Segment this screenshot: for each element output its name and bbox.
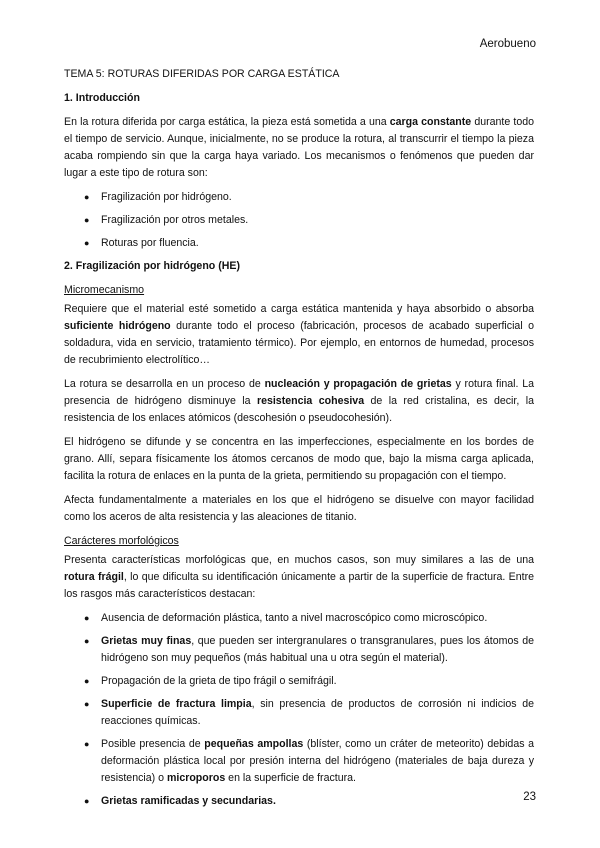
list-item: ● Posible presencia de pequeñas ampollas (blíster, como un cráter de meteorito) debidas a deformación plástica local por presión interna del hidrógeno (materiales de baja dureza y resistencia) o microporos en la superficie de fractura. (84, 738, 534, 784)
subheading-caracteres: Carácteres morfológicos (64, 535, 179, 547)
bullet-icon: ● (84, 739, 90, 749)
list-item: ● Roturas por fluencia. (64, 235, 534, 252)
header-brand: Aerobueno (479, 38, 536, 50)
list-item: ● Fragilización por otros metales. (64, 212, 534, 229)
list-item: ● Propagación de la grieta de tipo frágil o semifrágil. (64, 673, 534, 690)
list-item: ● Grietas muy finas, que pueden ser intergranulares o transgranulares, pues los átomos de hidrógeno son muy pequeños (más habitual una u otra según el material). (84, 635, 535, 664)
bullet-icon: ● (84, 215, 90, 225)
paragraph: En la rotura diferida por carga estática, la pieza está sometida a una carga constante durante todo el tiempo de servicio. Aunque, inicialmente, no se produce la rotura, al transcurrir el tiempo la pieza acaba rompiendo sin que la carga haya variado. Los mecanismos o fenómenos que pueden dar lugar a este tipo de rotura son: (64, 116, 534, 179)
paragraph: La rotura se desarrolla en un proceso de nucleación y propagación de grietas y rotura final. La presencia de hidrógeno disminuye la resistencia cohesiva de la red cristalina, es decir, la resistencia de los enlaces atómicos (descohesión o pseudocohesión). (64, 378, 534, 424)
page-content (64, 66, 534, 816)
bullet-icon: ● (84, 676, 90, 686)
bullet-icon: ● (84, 613, 90, 623)
paragraph: Afecta fundamentalmente a materiales en los que el hidrógeno se disuelve con mayor facilidad como los aceros de alta resistencia y las aleaciones de titanio. (64, 494, 534, 523)
bullet-icon: ● (84, 699, 90, 709)
bullet-icon: ● (84, 636, 90, 646)
paragraph: Requiere que el material esté sometido a carga estática mantenida y haya absorbido o absorba suficiente hidrógeno durante todo el proceso (fabricación, procesos de acabado superficial o soldadura, vida en servicio, tratamiento térmico). Por ejemplo, en entornos de humedad, procesos de recubrimiento electrolítico… (64, 303, 534, 366)
section-heading-introduccion: 1. Introducción (64, 92, 140, 104)
paragraph: El hidrógeno se difunde y se concentra en las imperfecciones, especialmente en los bordes de grano. Allí, separa físicamente los átomos cercanos de modo que, bajo la misma carga aplicada, facilita la rotura de enlaces en la punta de la grieta, permitiendo su propagación con el tiempo. (64, 436, 534, 482)
list-item: ● Fragilización por hidrógeno. (64, 189, 534, 206)
bullet-icon: ● (84, 192, 90, 202)
section-heading-fragilizacion: 2. Fragilización por hidrógeno (HE) (64, 260, 240, 272)
bullet-list (64, 610, 534, 810)
list-item: ● Ausencia de deformación plástica, tanto a nivel macroscópico como microscópico. (64, 610, 534, 627)
bullet-icon: ● (84, 796, 90, 806)
page-number: 23 (523, 791, 536, 803)
bullet-icon: ● (84, 238, 90, 248)
subheading-micromecanismo: Micromecanismo (64, 284, 145, 296)
list-item: ● Superficie de fractura limpia, sin presencia de productos de corrosión ni indicios de reacciones químicas. (84, 698, 534, 727)
page-title: TEMA 5: ROTURAS DIFERIDAS POR CARGA ESTÁTICA (64, 68, 340, 80)
bullet-list (64, 189, 534, 252)
paragraph: Presenta características morfológicas que, en muchos casos, son muy similares a las de una rotura frágil, lo que dificulta su identificación únicamente a partir de la superficie de fractura. Entre los rasgos más característicos destacan: (64, 554, 534, 600)
list-item: ● Grietas ramificadas y secundarias. (64, 793, 534, 810)
